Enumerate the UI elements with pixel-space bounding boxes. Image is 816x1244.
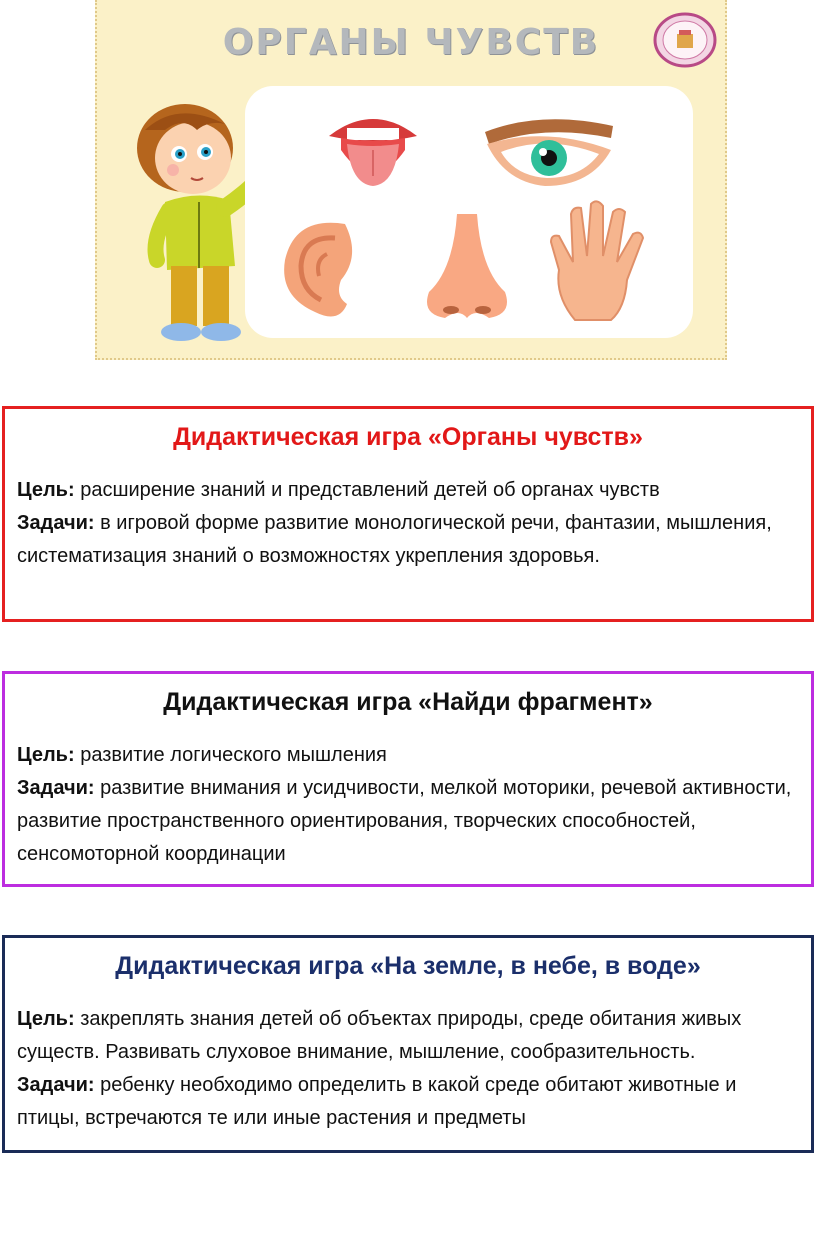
- game-description: [17, 1003, 799, 1135]
- mouth-tongue-icon: [325, 106, 421, 190]
- tasks-label: Задачи:: [17, 1074, 95, 1096]
- goal-text: расширение знаний и представлений детей об органах чувств: [80, 479, 660, 501]
- nose-icon: [421, 210, 513, 326]
- tasks-label: Задачи:: [17, 777, 95, 799]
- game-card-find-fragment: [2, 671, 814, 887]
- emblem-badge-icon: [653, 12, 717, 68]
- game-title: Дидактическая игра «Органы чувств»: [173, 423, 643, 451]
- goal-label: Цель:: [17, 1008, 75, 1030]
- game-title: Дидактическая игра «На земле, в небе, в воде»: [115, 952, 701, 980]
- eye-icon: [485, 119, 613, 186]
- goal-text: развитие логического мышления: [80, 744, 387, 766]
- poster-title: ОРГАНЫ ЧУВСТВ: [222, 22, 600, 63]
- organs-panel: [245, 86, 693, 338]
- tasks-text: ребенку необходимо определить в какой среде обитают животные и птицы, встречаются те или иные растения и предметы: [17, 1074, 737, 1129]
- goal-label: Цель:: [17, 744, 75, 766]
- goal-text: закреплять знания детей об объектах природы, среде обитания живых существ. Развивать слуховое внимание, мышление, сообразительность.: [17, 1008, 742, 1063]
- game-card-earth-sky-water: [2, 935, 814, 1153]
- hand-icon: [545, 200, 655, 326]
- tasks-text: развитие внимания и усидчивости, мелкой моторики, речевой активности, развитие пространственного ориентирования, творческих способностей, сенсомоторной координации: [17, 777, 792, 865]
- game-title: Дидактическая игра «Найди фрагмент»: [163, 688, 653, 716]
- ear-icon: [275, 216, 367, 326]
- tasks-label: Задачи:: [17, 512, 95, 534]
- game-card-sense-organs: [2, 406, 814, 622]
- poster-image: [95, 0, 727, 360]
- tasks-text: в игровой форме развитие монологической речи, фантазии, мышления, систематизация знаний о возможностях укрепления здоровья.: [17, 512, 772, 567]
- goal-label: Цель:: [17, 479, 75, 501]
- game-description: [17, 739, 799, 871]
- game-description: [17, 474, 799, 573]
